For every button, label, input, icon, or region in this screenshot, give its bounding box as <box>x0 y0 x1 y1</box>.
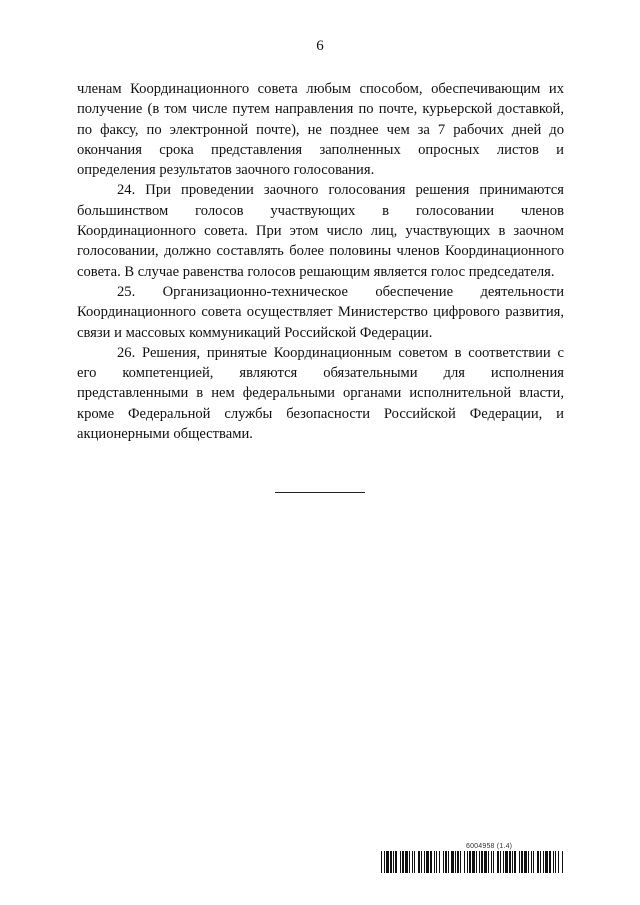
paragraph-25: 25. Организационно-техническое обеспечение деятельности Координационного совета осуществляет Министерство цифрового развития, связи и массовых коммуникаций Российской Федерации. <box>77 283 564 341</box>
document-code: 6004958 (1.4) <box>466 843 513 850</box>
barcode-icon <box>381 851 563 873</box>
document-body <box>77 79 564 444</box>
paragraph-26: 26. Решения, принятые Координационным советом в соответствии с его компетенцией, являются обязательными для исполнения представленными в нем федеральными органами исполнительной власти, кроме Федеральной службы безопасности Российской Федерации, и акционерными обществами. <box>77 344 564 443</box>
paragraph-continuation: членам Координационного совета любым способом, обеспечивающим их получение (в том числе путем направления по почте, курьерской доставкой, по факсу, по электронной почте), не позднее чем за 7 рабочих дней до окончания срока представления заполненных опросных листов и определения результатов заочного голосования. <box>77 81 564 179</box>
page-number: 6 <box>316 38 324 54</box>
paragraph-24: 24. При проведении заочного голосования решения принимаются большинством голосов участвующих в голосовании членов Координационного совета. При этом число лиц, участвующих в заочном голосовании, должно составлять более половины членов Координационного совета. В случае равенства голосов решающим является голос председателя. <box>77 182 564 280</box>
end-separator-line <box>275 492 365 493</box>
